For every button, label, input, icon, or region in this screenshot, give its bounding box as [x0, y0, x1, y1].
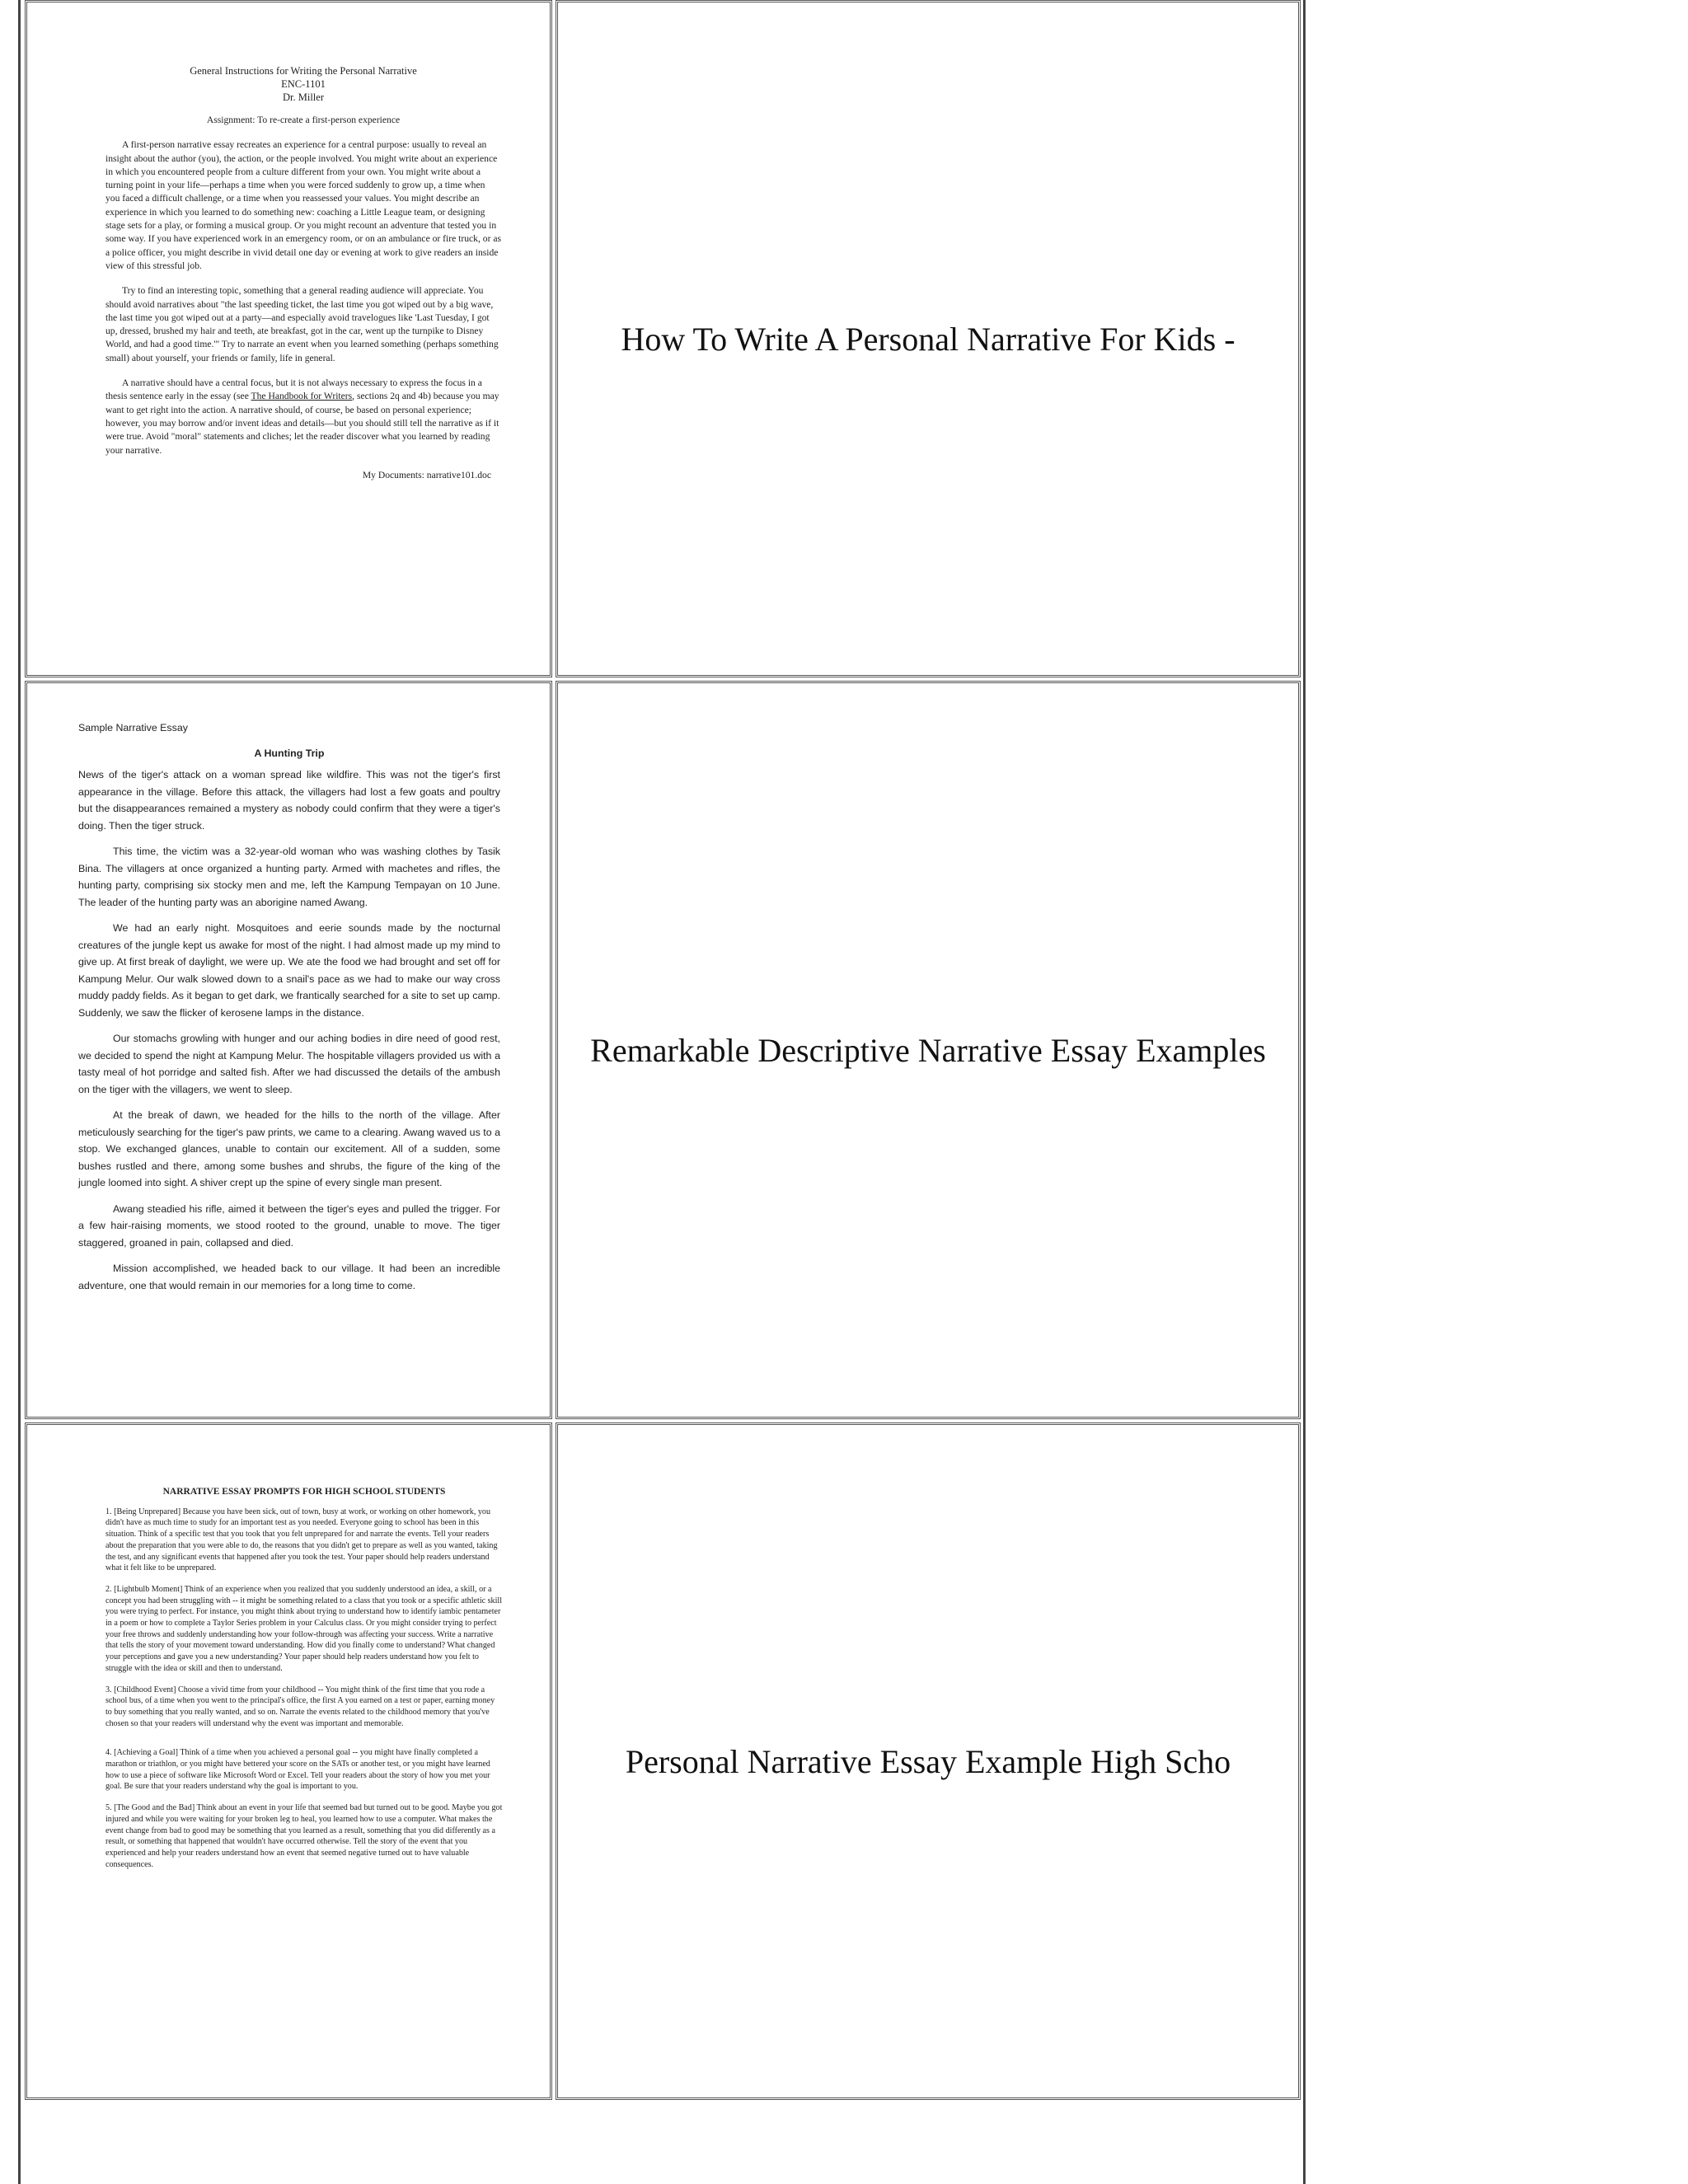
document-narrative-prompts — [106, 1487, 503, 1880]
paragraph: We had an early night. Mosquitoes and eerie sounds made by the nocturnal creatures of the jungle kept us awake for most of the night. I had almost made up my mind to give up. At first break of daylight, we were up. We ate the food we had brought and set off for Kampung Melur. Our walk slowed down to a snail's pace as we had to make our way cross muddy paddy fields. As it began to get dark, we frantically searched for a site to set up camp. Suddenly, we saw the flicker of kerosene lamps in the distance. — [78, 922, 500, 1019]
result-caption[interactable]: How To Write A Personal Narrative For Kids - — [621, 320, 1236, 358]
result-caption[interactable]: Remarkable Descriptive Narrative Essay Examples — [590, 1031, 1266, 1069]
handbook-reference: The Handbook for Writers — [251, 391, 353, 402]
document-title: NARRATIVE ESSAY PROMPTS FOR HIGH SCHOOL STUDENTS — [162, 1487, 446, 1497]
assignment-line: Assignment: To re-create a first-person experience — [206, 115, 401, 125]
header-line: ENC-1101 — [281, 78, 326, 90]
paragraph — [106, 377, 501, 457]
prompt-paragraph: 4. [Achieving a Goal] Think of a time when you achieved a personal goal -- you might have finally completed a marathon or triathlon, or you might have bettered your score on the SATs or another test, or you might have learned how to use a piece of software like Microsoft Word or Excel. Tell your readers about the story of how you met your goal. Be sure that your readers understand why the goal is important to you. — [106, 1748, 490, 1792]
caption-cell-1[interactable] — [556, 0, 1301, 677]
paragraph: This time, the victim was a 32-year-old woman who was washing clothes by Tasik Bina. The villagers at once organized a hunting party. Armed with machetes and rifles, the hunting party, comprising six stocky men and me, left the Kampung Tempayan on 10 June. The leader of the hunting party was an aborigine named Awang. — [78, 846, 500, 908]
caption-cell-3[interactable] — [556, 1422, 1301, 2100]
paragraph: Awang steadied his rifle, aimed it between the tiger's eyes and pulled the trigger. For a few hair-raising moments, we stood rooted to the ground, unable to move. The tiger staggered, groaned in pain, collapsed and died. — [78, 1202, 500, 1249]
document-header — [106, 64, 501, 104]
document-narrative-instructions — [106, 64, 501, 482]
paragraph-text: , sections 2q and 4b) because you may want to get right into the action. A narrative should, of course, be based on personal experience; however, you may borrow and/or invent ideas and details—but you should still tell the narrative as if it were true. Avoid "moral" statements and cliches; let the reader discover what you learned by reading your narrative. — [106, 391, 499, 456]
paragraph: Our stomachs growling with hunger and our aching bodies in dire need of good rest, we decided to spend the night at Kampung Melur. The hospitable villagers provided us with a tasty meal of hot porridge and salted fish. After we had discussed the details of the ambush on the tiger with the villagers, we went to sleep. — [78, 1033, 500, 1095]
header-line: Dr. Miller — [283, 91, 324, 103]
paragraph: At the break of dawn, we headed for the hills to the north of the village. After meticulously searching for the tiger's paw prints, we came to a clearing. Awang waved us to a stop. We exchanged glances, unable to contain our excitement. All of a sudden, some bushes rustled and there, among some bushes and shrubs, the figure of the king of the jungle loomed into sight. A shiver crept up the spine of every single man present. — [78, 1109, 500, 1188]
paragraph: News of the tiger's attack on a woman spread like wildfire. This was not the tiger's first appearance in the village. Before this attack, the villagers had lost a few goats and poultry but the disappearances remained a mystery as nobody could confirm that they were a tiger's doing. Then the tiger struck. — [78, 769, 500, 832]
document-label: Sample Narrative Essay — [78, 722, 188, 733]
prompt-paragraph: 3. [Childhood Event] Choose a vivid time from your childhood -- You might think of the first time that you rode a school bus, of a time when you went to the principal's office, the first A you earned on a test or paper, earning money to buy something that you really wanted, and so on. Narrate the events related to the childhood memory that you've chosen so that your readers will understand why the event was important and memorable. — [106, 1685, 495, 1728]
prompt-paragraph: 2. [Lightbulb Moment] Think of an experience when you realized that you suddenly understood an idea, a skill, or a concept you had been struggling with -- it might be something related to a class that you took or a specific athletic skill you were trying to perfect. For instance, you might think about trying to understand how to identify iambic pentameter in a poem or how to complete a Taylor Series problem in your Calculus class. Or you might consider trying to perfect your free throws and suddenly understanding how your follow-through was affecting your success. Write a narrative that tells the story of your movement toward understanding. How did you finally come to understand? What changed your perceptions and gave you a new understanding? Your paper should help readers understand how you felt to struggle with the idea or skill and then to understand. — [106, 1584, 503, 1673]
paragraph: A first-person narrative essay recreates an experience for a central purpose: usually to reveal an insight about the author (you), the action, or the people involved. You might write about an experience in which you encountered people from a culture different from your own. You might write about a turning point in your life—perhaps a time when you were forced suddenly to grow up, a time when you faced a difficult challenge, or a time when you reassessed your values. You might describe an experience in which you learned to do something new: coaching a Little League team, or designing stage sets for a play, or forming a musical group. Or you might recount an adventure that tested you in some way. If you have experienced work in an emergency room, or on an ambulance or fire truck, or as a police officer, you might describe in vivid detail one day or evening at work to give readers an inside view of this stressful job. — [106, 139, 501, 271]
result-caption[interactable]: Personal Narrative Essay Example High Scho — [625, 1742, 1231, 1780]
caption-cell-2[interactable] — [556, 681, 1301, 1419]
paragraph: Mission accomplished, we headed back to our village. It had been an incredible adventure, one that would remain in our memories for a long time to come. — [78, 1263, 500, 1291]
document-title: A Hunting Trip — [254, 747, 325, 759]
paragraph: Try to find an interesting topic, something that a general reading audience will appreciate. You should avoid narratives about "the last speeding ticket, the last time you got wiped out by a big wave, the last time you got wiped out at a party—and especially avoid travelogues like 'Last Tuesday, I got up, dressed, brushed my hair and teeth, ate breakfast, got in the car, went up the turnpike to Disney World, and had a good time.'" Try to narrate an event when you learned something (perhaps something small) about yourself, your friends or family, life in general. — [106, 285, 499, 363]
paragraph-text: A narrative should have a central focus, but it is not always necessary to express the focus in a thesis sentence early in the essay (see — [106, 377, 482, 402]
document-footer: My Documents: narrative101.doc — [362, 469, 491, 480]
prompt-paragraph: 1. [Being Unprepared] Because you have been sick, out of town, busy at work, or working on other homework, you didn't have as much time to study for an important test as you needed. Everyone going to school has been in this situation. Think of a specific test that you took that you felt unprepared for and narrate the events. Tell your readers about the preparation that you were able to do, the reasons that you didn't get to prepare as well as you wanted, taking the test, and any significant events that happened after you took the test. Your paper should help readers understand what it felt like to be unprepared. — [106, 1507, 498, 1573]
document-sample-narrative-essay — [78, 719, 500, 1303]
prompt-paragraph: 5. [The Good and the Bad] Think about an event in your life that seemed bad but turned out to be good. Maybe you got injured and while you were waiting for your broken leg to heal, you learned how to use a computer. What makes the event change from bad to good may be something that you learned as a result, something that you did differently as a result, or something that happened that wouldn't have occurred otherwise. Tell the story of the event that you experienced and help your readers understand how an event that seemed negative turned out to have valuable consequences. — [106, 1803, 503, 1869]
thumbnail-narrative-instructions[interactable] — [25, 0, 552, 677]
thumbnail-sample-narrative-essay[interactable] — [25, 681, 552, 1419]
thumbnail-narrative-prompts[interactable] — [25, 1422, 552, 2100]
header-line: General Instructions for Writing the Personal Narrative — [190, 65, 417, 77]
